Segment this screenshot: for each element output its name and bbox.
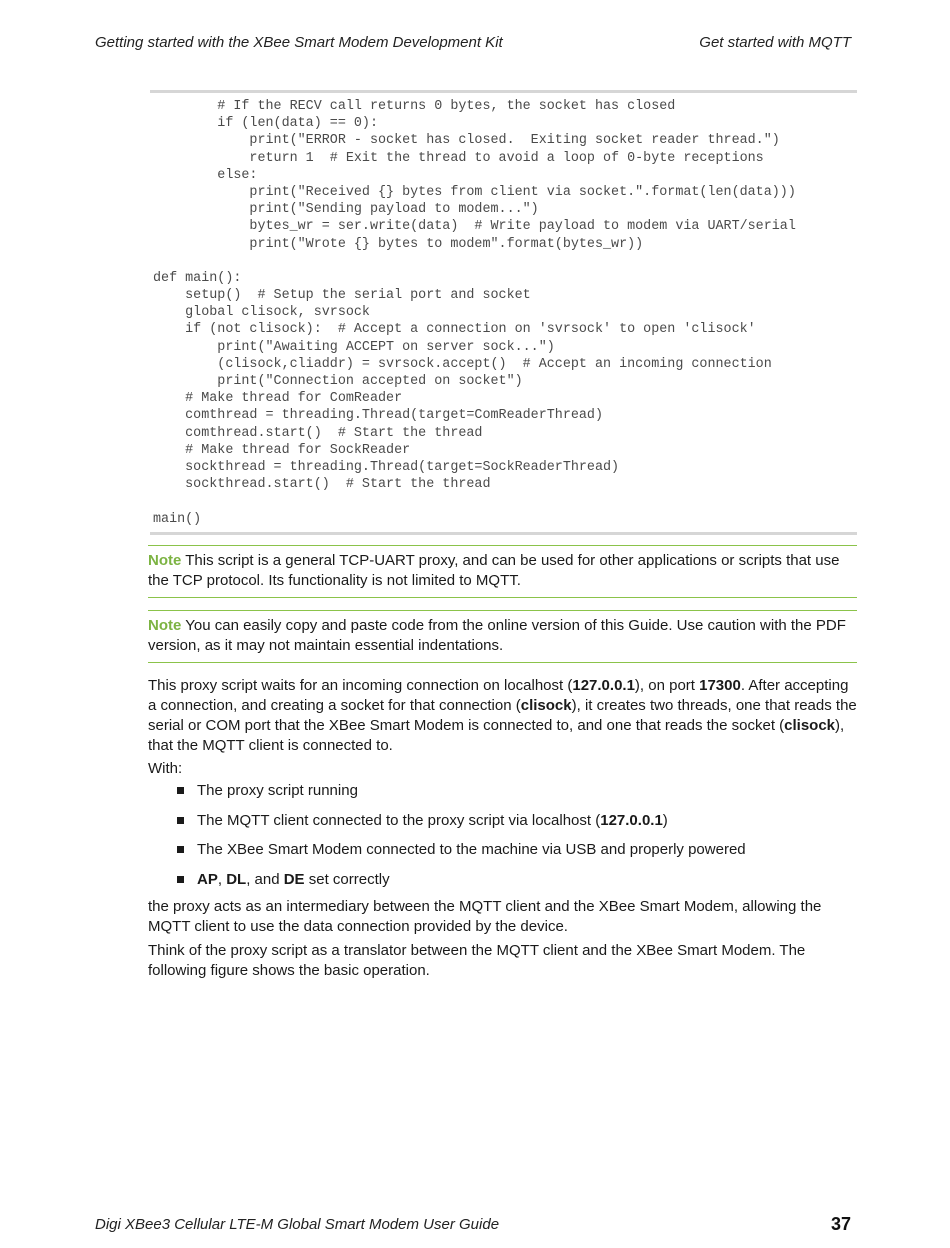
code-line: setup() # Setup the serial port and socket <box>153 288 531 304</box>
code-line: print("Received {} bytes from client via socket.".format(len(data))) <box>153 184 796 200</box>
code-line: # Make thread for ComReader <box>153 391 403 407</box>
code-line: sockthread = threading.Thread(target=SockReaderThread) <box>153 459 620 475</box>
code-line: print("ERROR - socket has closed. Exiting socket reader thread.") <box>153 133 780 149</box>
bold-localhost-ip: 127.0.0.1 <box>572 677 635 694</box>
text-run: ), that the MQTT client is connected to. <box>148 717 845 754</box>
list-item-text: , <box>217 870 227 888</box>
note-text: You can easily copy and paste code from the online version of this Guide. Use caution with the PDF version, as it may not maintain essential indentations. <box>148 617 846 654</box>
with-label: With: <box>148 760 183 777</box>
prerequisite-list <box>175 781 746 899</box>
list-item-text: ) <box>662 811 668 829</box>
note-text: This script is a general TCP-UART proxy, and can be used for other applications or scripts that use the TCP protocol. Its functionality is not limited to MQTT. <box>148 552 840 589</box>
bold-dl: DL <box>226 870 247 888</box>
note-tcp-proxy <box>148 545 857 598</box>
note-copy-paste <box>148 610 857 663</box>
list-item-text: set correctly <box>304 870 390 888</box>
bold-clisock: clisock <box>520 697 572 714</box>
list-item <box>175 840 746 870</box>
text-run: ), it creates two threads, one that reads the serial or COM port that the XBee Smart Modem is connected to, and one that reads the socket ( <box>148 697 857 734</box>
footer-guide-title: Digi XBee3 Cellular LTE-M Global Smart Modem User Guide <box>95 1216 500 1233</box>
list-item-text: The XBee Smart Modem connected to the machine via USB and properly powered <box>197 841 746 858</box>
code-block <box>150 90 857 535</box>
bold-localhost-ip: 127.0.0.1 <box>600 811 663 829</box>
note-label: Note <box>148 552 182 569</box>
list-item-text: , and <box>246 870 284 888</box>
code-line: print("Sending payload to modem...") <box>153 202 539 218</box>
list-item <box>175 781 746 811</box>
code-line: comthread = threading.Thread(target=ComReaderThread) <box>153 408 603 424</box>
code-line: # If the RECV call returns 0 bytes, the socket has closed <box>153 99 676 114</box>
paragraph-proxy-description <box>148 676 857 756</box>
list-item-text: The MQTT client connected to the proxy script via localhost ( <box>197 811 601 829</box>
running-header-section: Get started with MQTT <box>699 34 851 51</box>
code-line: # Make thread for SockReader <box>153 442 411 458</box>
code-line <box>150 493 857 510</box>
running-header-title: Getting started with the XBee Smart Modem Development Kit <box>95 34 503 51</box>
note-label: Note <box>148 617 182 634</box>
code-line: return 1 # Exit the thread to avoid a loop of 0-byte receptions <box>153 150 764 166</box>
code-line: global clisock, svrsock <box>153 305 370 321</box>
bold-ap: AP <box>197 870 218 888</box>
code-line: if (len(data) == 0): <box>153 116 378 132</box>
code-line: print("Wrote {} bytes to modem".format(bytes_wr)) <box>153 236 644 252</box>
bold-de: DE <box>283 870 305 888</box>
text-run: ), on port <box>634 677 700 694</box>
code-line: (clisock,cliaddr) = svrsock.accept() # Accept an incoming connection <box>153 356 772 372</box>
code-line: comthread.start() # Start the thread <box>153 425 483 441</box>
code-line <box>150 253 857 270</box>
page-number: 37 <box>830 1214 851 1234</box>
code-line: def main(): <box>153 270 242 286</box>
list-item <box>175 870 746 900</box>
code-line: print("Awaiting ACCEPT on server sock...") <box>153 339 555 355</box>
paragraph-translator: Think of the proxy script as a translator between the MQTT client and the XBee Smart Modem. The following figure shows the basic operation. <box>148 942 806 979</box>
code-line: main() <box>153 511 202 527</box>
code-line: print("Connection accepted on socket") <box>153 374 523 389</box>
code-line: else: <box>153 167 258 183</box>
code-line: bytes_wr = ser.write(data) # Write payload to modem via UART/serial <box>153 219 796 235</box>
list-item-text: The proxy script running <box>197 782 358 799</box>
bold-clisock: clisock <box>784 717 836 734</box>
list-item <box>175 811 746 841</box>
text-run: This proxy script waits for an incoming connection on localhost ( <box>148 677 573 694</box>
code-line: sockthread.start() # Start the thread <box>153 477 491 493</box>
bold-port: 17300 <box>699 677 741 694</box>
code-line: if (not clisock): # Accept a connection on 'svrsock' to open 'clisock' <box>153 322 756 338</box>
text-run: . After accepting a connection, and creating a socket for that connection ( <box>148 677 849 714</box>
paragraph-intermediary: the proxy acts as an intermediary between the MQTT client and the XBee Smart Modem, allowing the MQTT client to use the data connection provided by the device. <box>148 898 822 935</box>
